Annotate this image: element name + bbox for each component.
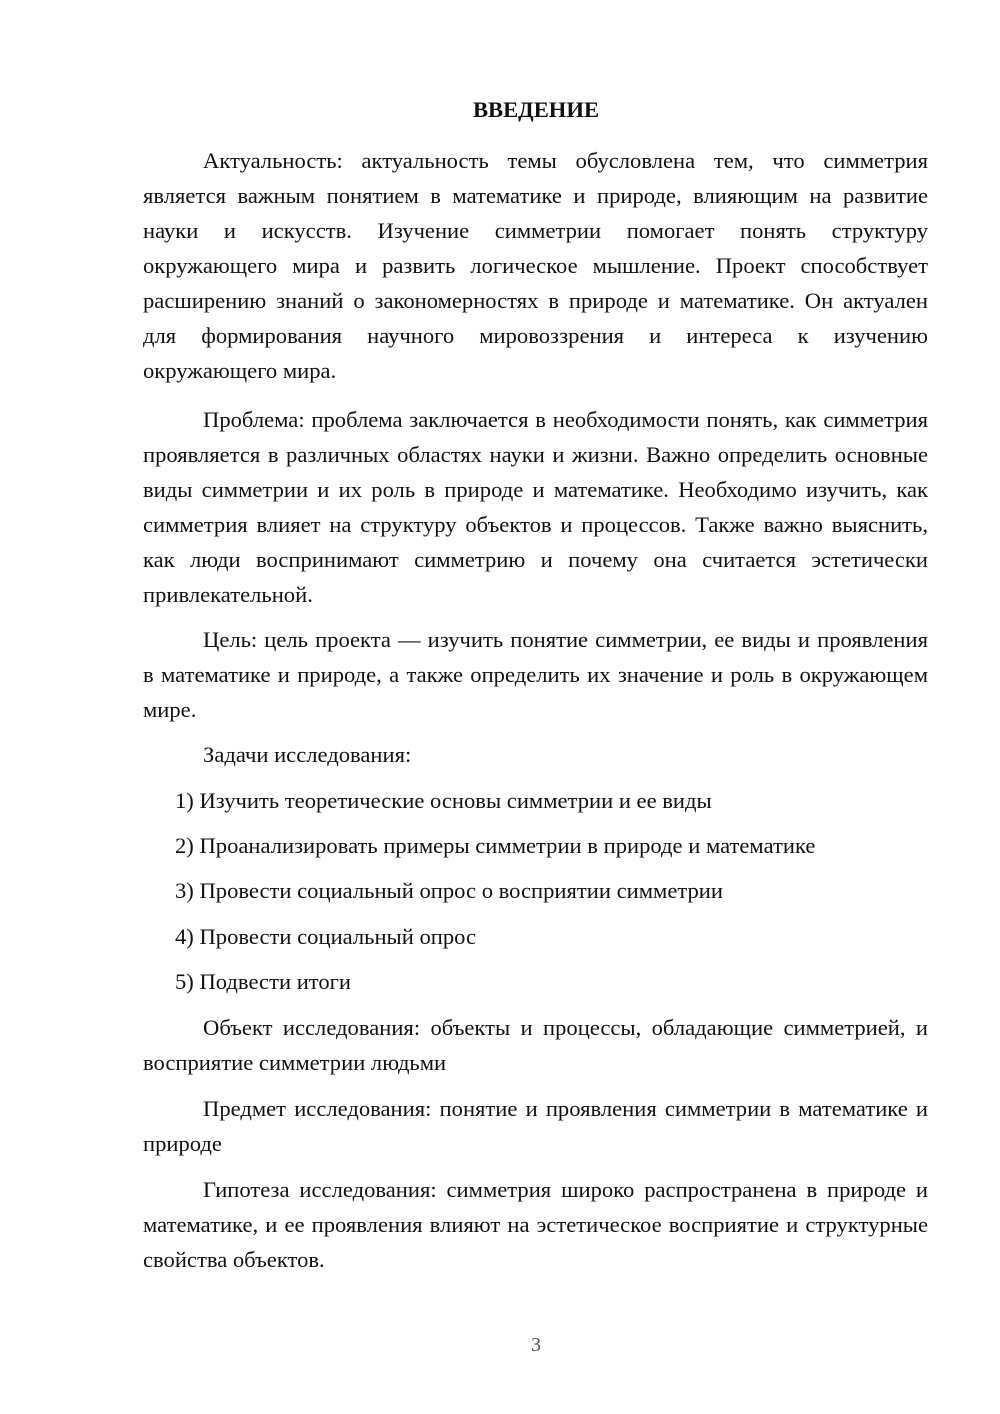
object-paragraph: Объект исследования: объекты и процессы, обладающие симметрией, и восприятие симметрии людьми xyxy=(143,1015,928,1075)
relevance-paragraph: Актуальность: актуальность темы обусловлена тем, что симметрия является важным понятием в математике и природе, влияющим на развитие науки и искусств. Изучение симметрии помогает понять структуру окружающего мира и развить логическое мышление. Проект способствует расширению знаний о закономерностях в природе и математике. Он актуален для формирования научного мировоззрения и интереса к изучению окружающего мира. xyxy=(143,148,928,383)
goal-paragraph: Цель: цель проекта — изучить понятие симметрии, ее виды и проявления в математике и природе, а также определить их значение и роль в окружающем мире. xyxy=(143,627,928,722)
hypothesis-paragraph: Гипотеза исследования: симметрия широко распространена в природе и математике, и ее проявления влияют на эстетическое восприятие и структурные свойства объектов. xyxy=(143,1177,928,1272)
task-item: 2) Проанализировать примеры симметрии в природе и математике xyxy=(175,833,816,858)
problem-paragraph: Проблема: проблема заключается в необходимости понять, как симметрия проявляется в различных областях науки и жизни. Важно определить основные виды симметрии и их роль в природе и математике. Необходимо изучить, как симметрия влияет на структуру объектов и процессов. Также важно выяснить, как люди воспринимают симметрию и почему она считается эстетически привлекательной. xyxy=(143,407,928,607)
subject-paragraph: Предмет исследования: понятие и проявления симметрии в математике и природе xyxy=(143,1096,928,1156)
task-item: 5) Подвести итоги xyxy=(175,969,352,994)
section-title: ВВЕДЕНИЕ xyxy=(472,97,600,122)
task-item: 3) Провести социальный опрос о восприятии симметрии xyxy=(175,878,723,903)
task-item: 4) Провести социальный опрос xyxy=(175,924,477,949)
task-item: 1) Изучить теоретические основы симметрии и ее виды xyxy=(175,788,712,813)
page-number: 3 xyxy=(531,1334,541,1356)
tasks-heading: Задачи исследования: xyxy=(203,742,412,767)
